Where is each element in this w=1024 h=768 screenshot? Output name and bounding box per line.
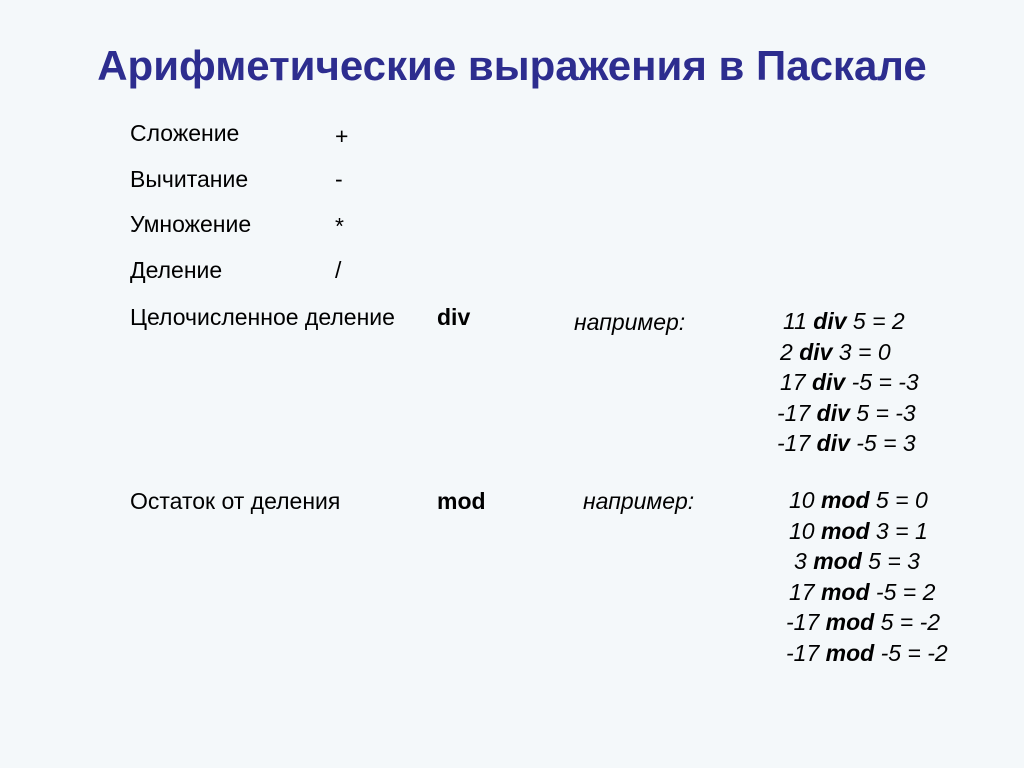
example-left: 17 [789,578,821,605]
example-left: 11 [783,308,814,334]
example-left: -17 [777,399,817,426]
example-right: 5 = 0 [869,487,928,513]
op-symbol-subtraction: - [335,166,343,192]
example-line [780,337,891,367]
example-line [786,638,948,668]
example-line [786,607,940,637]
op-symbol-multiplication: * [335,213,344,239]
example-operator: mod [813,548,862,574]
example-line [789,516,928,546]
op-name-multiplication: Умножение [130,211,252,237]
example-left: 10 [789,517,821,544]
example-right: 5 = -3 [849,399,916,426]
example-left: 3 [794,548,814,574]
example-left: 10 [789,487,821,513]
example-right: -5 = -2 [874,639,948,666]
example-left: 2 [780,338,800,365]
example-line [780,367,919,397]
example-left: -17 [786,639,826,666]
example-operator: div [816,430,850,456]
int-div-symbol: div [437,304,471,330]
example-left: 17 [780,369,812,395]
example-right: -5 = -3 [845,369,919,395]
example-right: -5 = 3 [849,430,916,456]
mod-symbol: mod [437,488,486,514]
op-symbol-division: / [335,257,342,283]
example-operator: div [811,369,846,395]
example-line [783,306,905,336]
example-left: -17 [777,430,817,456]
op-name-subtraction: Вычитание [130,166,249,192]
op-name-addition: Сложение [130,120,240,146]
example-operator: div [799,338,833,365]
int-div-example-label: например: [574,309,686,335]
example-right: 5 = 2 [846,308,905,334]
example-line [789,577,935,607]
example-operator: div [813,308,847,334]
example-right: 5 = -2 [874,609,941,635]
example-operator: mod [820,487,870,513]
op-symbol-addition: + [335,123,349,149]
example-line [777,398,916,428]
example-operator: div [816,399,850,426]
example-right: -5 = 2 [869,578,936,605]
mod-example-label: например: [583,488,695,514]
example-operator: mod [820,517,870,544]
example-line [777,428,916,458]
op-name-division: Деление [130,257,223,283]
example-operator: mod [820,578,870,605]
example-operator: mod [825,609,875,635]
example-line [794,546,920,576]
example-right: 3 = 0 [832,338,891,365]
mod-name: Остаток от деления [130,488,341,514]
example-line [789,485,928,515]
int-div-name: Целочисленное деление [130,304,395,330]
example-operator: mod [825,639,875,666]
example-right: 3 = 1 [869,517,928,544]
slide-title: Арифметические выражения в Паскале [97,42,927,89]
example-right: 5 = 3 [861,548,920,574]
example-left: -17 [786,609,826,635]
